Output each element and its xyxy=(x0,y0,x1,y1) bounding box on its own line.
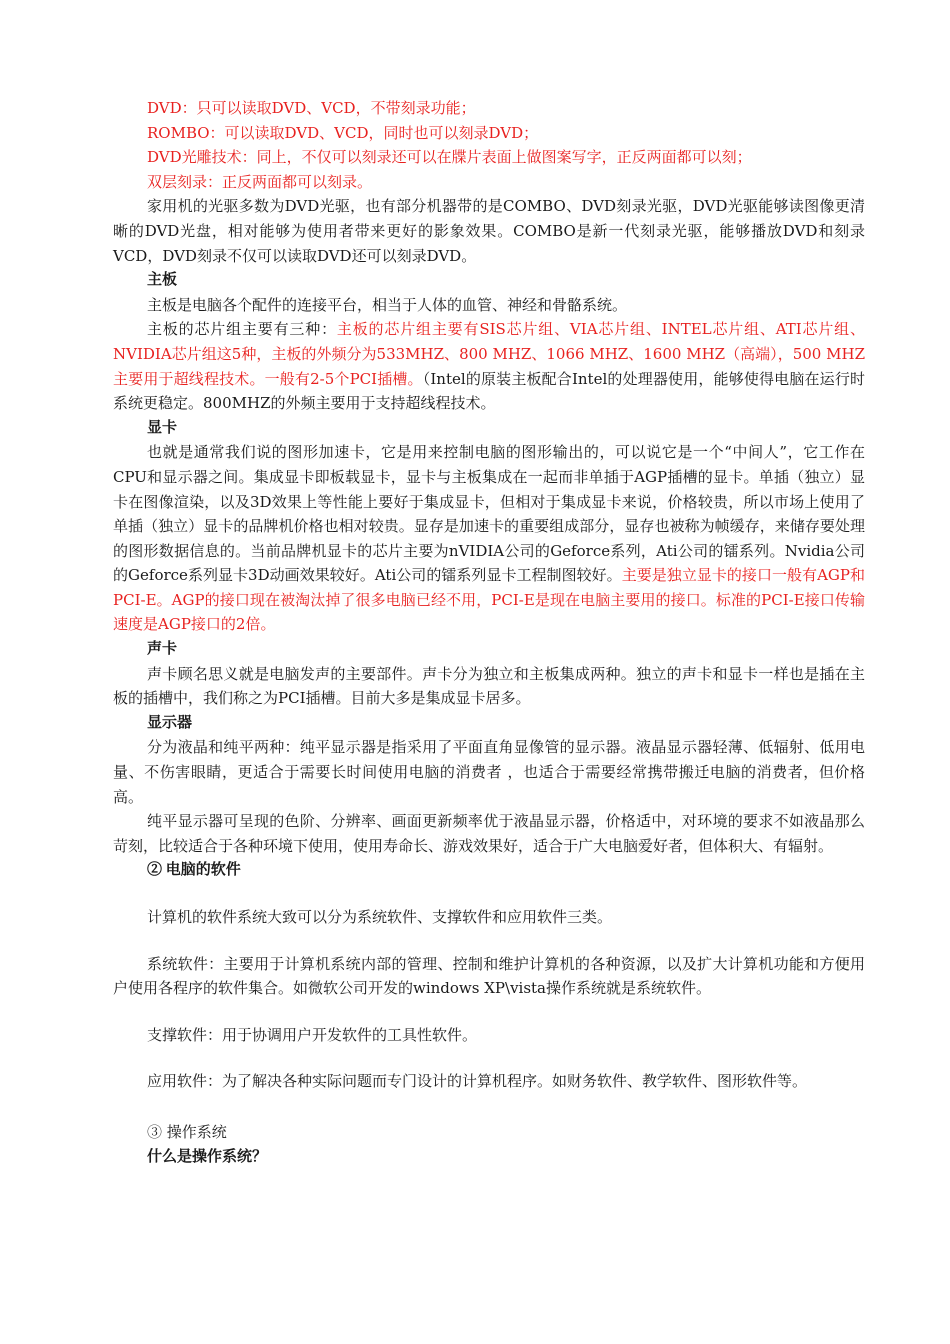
spacer xyxy=(113,1001,865,1023)
support-software-paragraph: 支撑软件：用于协调用户开发软件的工具性软件。 xyxy=(147,1025,478,1044)
dvd-list-item: 双层刻录：正反两面都可以刻录。 xyxy=(147,172,373,191)
spacer xyxy=(113,1047,865,1069)
software-heading: ② 电脑的软件 xyxy=(147,862,241,879)
mainboard-paragraph-1: 主板是电脑各个配件的连接平台，相当于人体的血管、神经和骨骼系统。 xyxy=(147,295,628,314)
application-software-paragraph: 应用软件：为了解决各种实际问题而专门设计的计算机程序。如财务软件、教学软件、图形软件等。 xyxy=(147,1072,808,1091)
graphics-highlight: 主要是独立显卡的接口一般有AGP和PCI-E。AGP的接口现在被淘汰掉了很多电脑已经不用，PCI-E是现在电脑主要用的接口。标准的PCI-E接口传输速度是AGP接口的2倍。 xyxy=(113,566,866,634)
document-page xyxy=(113,96,865,1169)
os-heading: ③ 操作系统 xyxy=(147,1122,227,1141)
spacer xyxy=(113,930,865,952)
spacer xyxy=(113,883,865,905)
os-question: 什么是操作系统？ xyxy=(147,1148,268,1165)
monitor-paragraph-1: 分为液晶和纯平两种：纯平显示器是指采用了平面直角显像管的显示器。液晶显示器轻薄、低辐射、低用电量、不伤害眼睛，更适合于需要长时间使用电脑的消费者 ，也适合于需要经常携带搬迁电脑的消费者，但价格高。 xyxy=(113,738,865,806)
monitor-heading: 显示器 xyxy=(147,714,193,731)
sound-paragraph: 声卡顾名思义就是电脑发声的主要部件。声卡分为独立和主板集成两种。独立的声卡和显卡一样也是插在主板的插槽中，我们称之为PCI插槽。目前大多是集成显卡居多。 xyxy=(113,664,865,708)
sound-heading: 声卡 xyxy=(147,641,178,658)
spacer xyxy=(113,1094,865,1120)
dvd-list-item: DVD：只可以读取DVD、VCD，不带刻录功能； xyxy=(147,99,476,117)
graphics-body: 也就是通常我们说的图形加速卡，它是用来控制电脑的图形输出的，可以说它是一个“中间人”，它工作在CPU和显示器之间。集成显卡即板载显卡，显卡与主板集成在一起而非单插于AGP插槽的显卡。单插（独立）显卡在图像渲染，以及3D效果上等性能上要好于集成显卡，但相对于集成显卡来说，价格较贵，所以市场上使用了单插（独立）显卡的品牌机价格也相对较贵。显存是加速卡的重要组成部分，显存也被称为帧缓存，来储存要处理的图形数据信息的。当前品牌机显卡的芯片主要为nVIDIA公司的Geforce系列，Ati公司的镭系列。Nvidia公司的Geforce系列显卡3D动画效果较好。Ati公司的镭系列显卡工程制图较好。 xyxy=(113,443,865,585)
mainboard-p2-lead: 主板的芯片组主要有三种： xyxy=(147,320,337,339)
graphics-heading: 显卡 xyxy=(147,419,178,436)
mainboard-p2-highlight: 主板的芯片组主要有SIS芯片组、VIA芯片组、INTEL芯片组、ATI芯片组、NVIDIA芯片组这5种，主板的外频分为533MHZ、800 MHZ、1066 MHZ、1600 MHZ（高端），500 MHZ主要用于超线程技术。一般有2-5个PCI插槽。 xyxy=(113,320,865,388)
monitor-paragraph-2: 纯平显示器可呈现的色阶、分辨率、画面更新频率优于液晶显示器，价格适中，对环境的要求不如液晶那么苛刻，比较适合于各种环境下使用，使用寿命长、游戏效果好，适合于广大电脑爱好者，但体积大、有辐射。 xyxy=(113,812,865,855)
mainboard-heading: 主板 xyxy=(147,272,178,289)
system-software-paragraph: 系统软件：主要用于计算机系统内部的管理、控制和维护计算机的各种资源，以及扩大计算机功能和方便用户使用各程序的软件集合。如微软公司开发的windows XP\vista操作系统就是系统软件。 xyxy=(113,954,865,998)
mainboard-paragraph-2 xyxy=(113,317,865,415)
optical-drive-paragraph: 家用机的光驱多数为DVD光驱，也有部分机器带的是COMBO、DVD刻录光驱，DVD光驱能够读图像更清晰的DVD光盘，相对能够为使用者带来更好的影象效果。COMBO是新一代刻录光驱，能够播放DVD和刻录VCD，DVD刻录不仅可以读取DVD还可以刻录DVD。 xyxy=(113,197,865,265)
mainboard-p2-tail: （Intel的原装主板配合Intel的处理器使用，能够使得电脑在运行时系统更稳定。800MHZ的外频主要用于支持超线程技术。 xyxy=(113,369,865,413)
graphics-paragraph xyxy=(113,440,865,637)
dvd-list-item: ROMBO：可以读取DVD、VCD，同时也可以刻录DVD； xyxy=(147,123,539,142)
dvd-list-item: DVD光雕技术：同上，不仅可以刻录还可以在牒片表面上做图案写字，正反两面都可以刻； xyxy=(147,148,752,167)
software-intro: 计算机的软件系统大致可以分为系统软件、支撑软件和应用软件三类。 xyxy=(147,908,613,926)
